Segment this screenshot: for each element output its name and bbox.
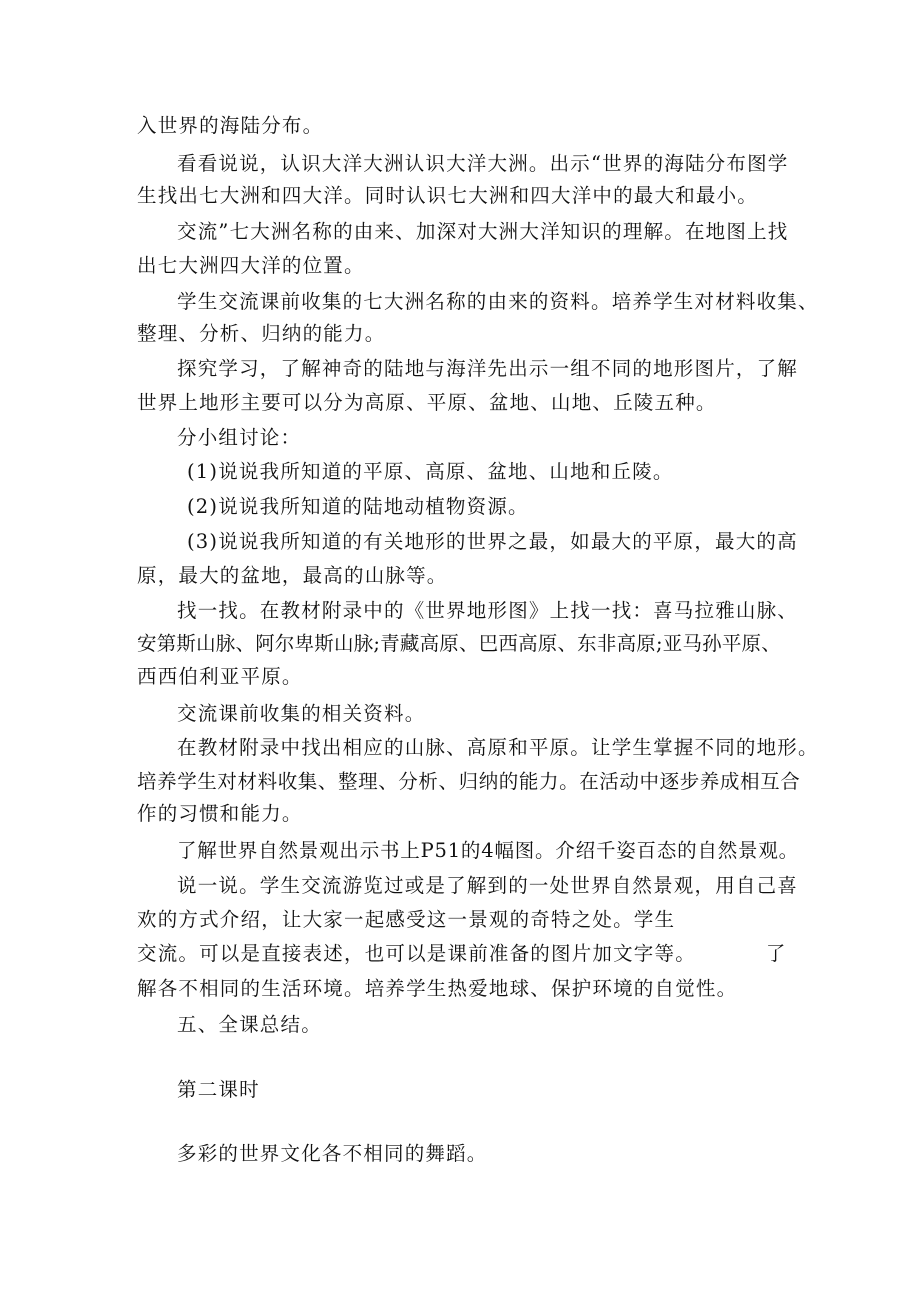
text-line: 生找出七大洲和四大洋。同时认识七大洲和四大洋中的最大和最小。 <box>137 184 759 207</box>
text-line: 西西伯利亚平原。 <box>137 665 303 688</box>
text-line: 入世界的海陆分布。 <box>137 114 324 137</box>
text-line: 安第斯山脉、阿尔卑斯山脉;青藏高原、巴西高原、东非高原;亚马孙平原、 <box>137 632 781 655</box>
text-line: 了解世界自然景观出示书上P51的4幅图。介绍千姿百态的自然景观。 <box>177 839 799 862</box>
text-line: 多彩的世界文化各不相同的舞蹈。 <box>177 1142 488 1165</box>
text-line: 看看说说，认识大洋大洲认识大洋大洲。出示“世界的海陆分布图学 <box>177 152 789 175</box>
text-segment: 交流。可以是直接表述，也可以是课前准备的图片加文字等。 <box>137 942 696 965</box>
text-line: 整理、分析、归纳的能力。 <box>137 322 386 345</box>
text-line: 培养学生对材料收集、整理、分析、归纳的能力。在活动中逐步养成相互合 <box>137 770 801 793</box>
text-line: 世界上地形主要可以分为高原、平原、盆地、山地、丘陵五种。 <box>137 391 717 414</box>
text-line: 在教材附录中找出相应的山脉、高原和平原。让学生掌握不同的地形。 <box>177 736 819 759</box>
text-line: 出七大洲四大洋的位置。 <box>137 254 365 277</box>
text-line: (3)说说我所知道的有关地形的世界之最，如最大的平原，最大的高 <box>187 530 798 553</box>
text-line: 分小组讨论： <box>177 426 302 449</box>
text-segment: 了 <box>765 942 787 965</box>
text-line <box>137 942 787 966</box>
text-line: 交流课前收集的相关资料。 <box>177 702 426 725</box>
text-line: 交流”七大洲名称的由来、加深对大洲大洋知识的理解。在地图上找 <box>177 220 789 243</box>
text-line: 欢的方式介绍，让大家一起感受这一景观的奇特之处。学生 <box>137 908 676 931</box>
text-line: 作的习惯和能力。 <box>137 802 303 825</box>
section-heading: 五、全课总结。 <box>177 1013 322 1036</box>
text-line: 探究学习，了解神奇的陆地与海洋先出示一组不同的地形图片，了解 <box>177 357 799 380</box>
text-line: 学生交流课前收集的七大洲名称的由来的资料。培养学生对材料收集、 <box>177 290 819 313</box>
text-line: 原，最大的盆地，最高的山脉等。 <box>137 564 448 587</box>
text-line: (1)说说我所知道的平原、高原、盆地、山地和丘陵。 <box>187 460 674 483</box>
lesson-heading: 第二课时 <box>177 1078 260 1101</box>
text-line: 找一找。在教材附录中的《世界地形图》上找一找：喜马拉雅山脉、 <box>177 599 799 622</box>
text-line: 解各不相同的生活环境。培养学生热爱地球、保护环境的自觉性。 <box>137 977 738 1000</box>
text-line: (2)说说我所知道的陆地动植物资源。 <box>187 495 529 518</box>
text-line: 说一说。学生交流游览过或是了解到的一处世界自然景观，用自己喜 <box>177 874 799 897</box>
